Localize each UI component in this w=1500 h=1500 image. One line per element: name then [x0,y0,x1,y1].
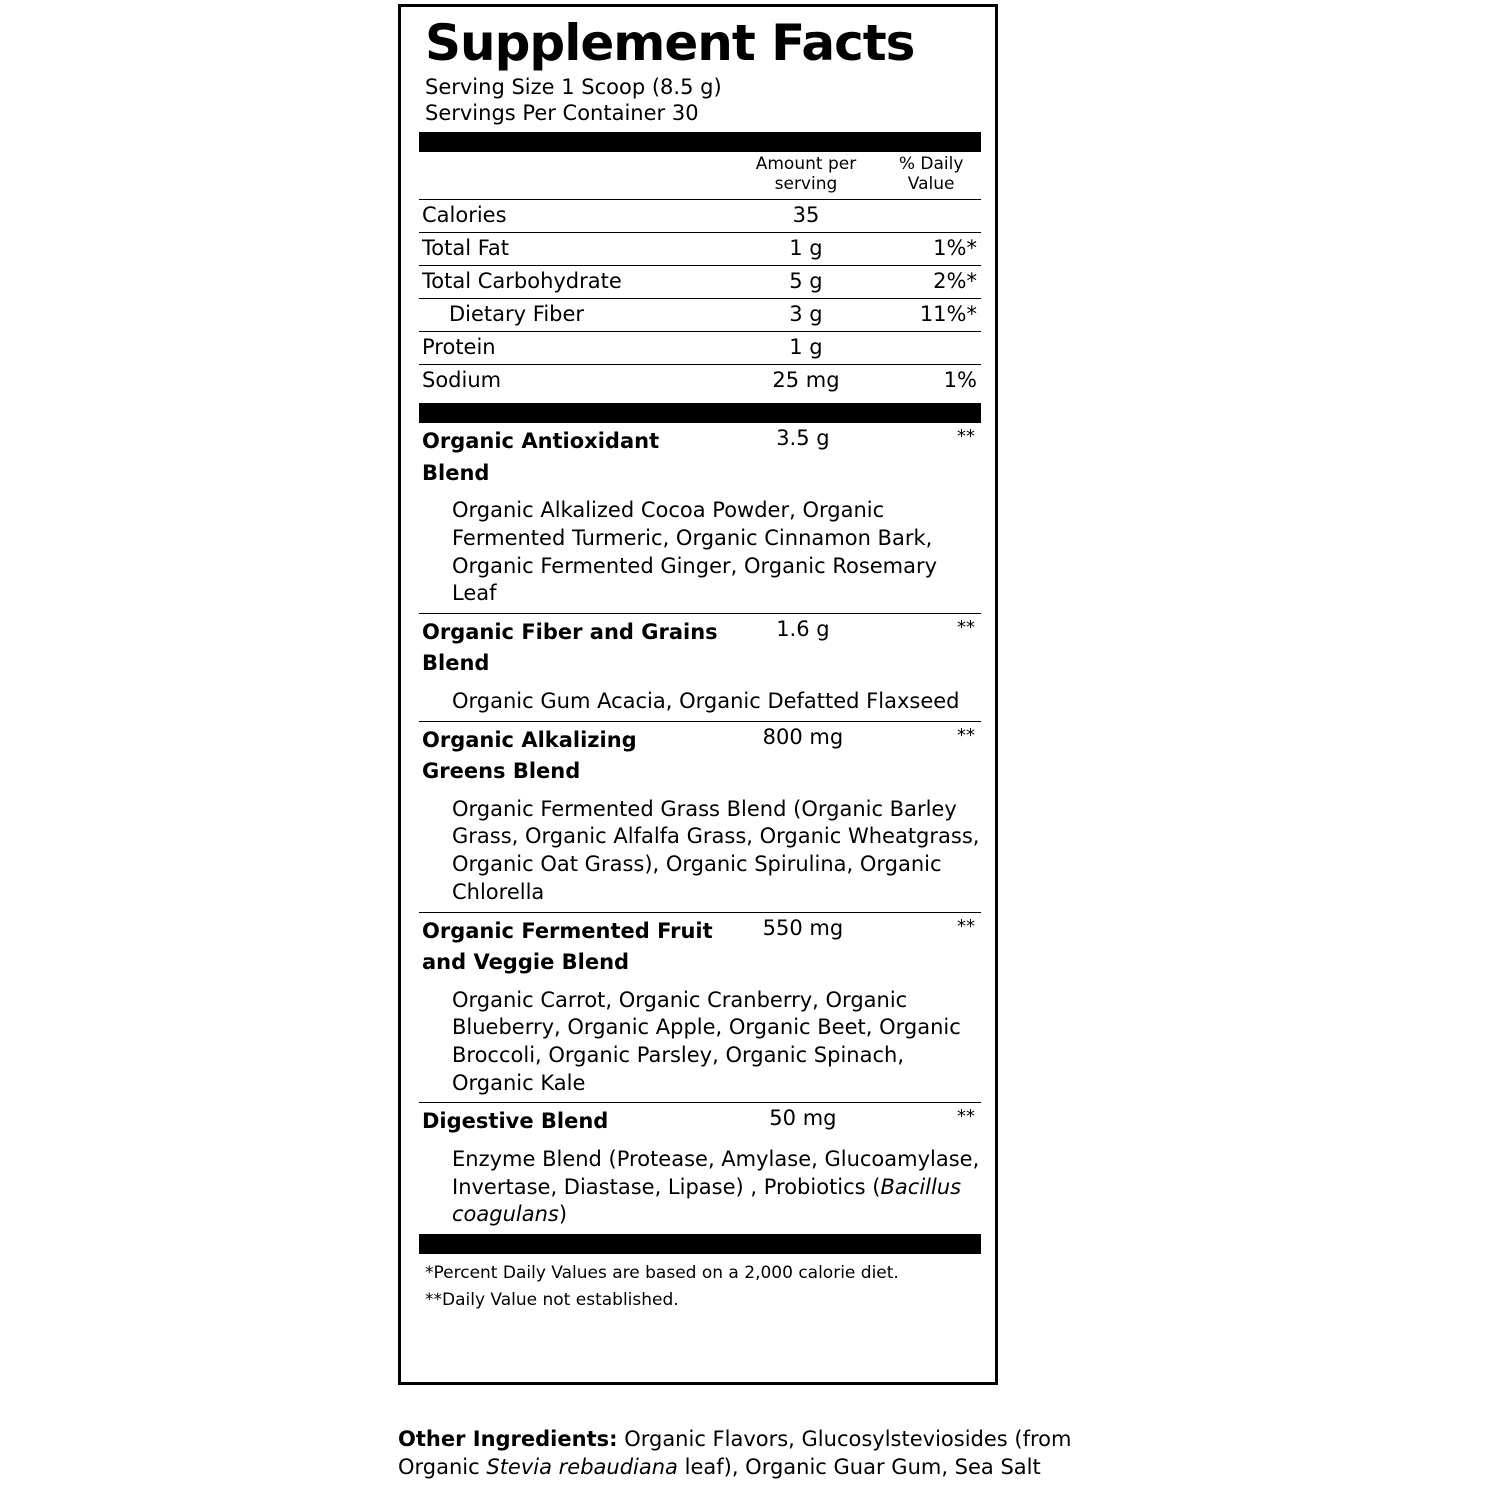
header-rule-thick [419,132,981,152]
nutrient-dv: 1% [943,368,977,393]
other-ingredients-label: Other Ingredients: [398,1427,618,1451]
blend-dv: ** [957,724,975,746]
header-daily-value [881,152,981,200]
blend-description: Organic Alkalized Cocoa Powder, Organic Fermented Turmeric, Organic Cinnamon Bark, Organic Fermented Ginger, Organic Rosemary Leaf [419,494,981,613]
blend-dv: ** [957,915,975,937]
nutrient-name: Dietary Fiber [419,299,731,332]
other-ingredients [398,1425,1098,1482]
blend-row [419,721,981,793]
supplement-facts-inner [419,14,981,1312]
nutrient-name: Sodium [422,368,502,393]
blend-description-digestive [419,1143,981,1234]
footer-rule-thick [419,1234,981,1254]
blend-description: Organic Fermented Grass Blend (Organic Barley Grass, Organic Alfalfa Grass, Organic Wheatgrass, Organic Oat Grass), Organic Spirulina, Organic Chlorella [419,793,981,912]
nutrient-dv: 11%* [881,299,981,332]
other-ingredients-pre: Organic Flavors, Glucosylsteviosides (from Organic [398,1427,1072,1480]
footnote-dv-not-established: **Daily Value not established. [425,1289,679,1310]
nutrient-name: Total Fat [419,233,731,266]
header-amount-per-serving [731,152,882,200]
table-row [419,266,981,299]
supplement-facts-panel [398,4,998,1385]
blend-desc-row [419,494,981,613]
blend-dv: ** [957,616,975,638]
nutrient-amount: 25 mg [772,368,840,393]
nutrient-dv [881,200,981,233]
digestive-desc-pre: Enzyme Blend (Protease, Amylase, Glucoamylase, Invertase, Diastase, Lipase) , Probiotics ( [452,1146,980,1199]
blend-row [419,423,981,494]
blend-amount: 1.6 g [776,616,830,641]
blend-dv: ** [957,426,975,448]
table-header-row [419,152,981,200]
other-ingredients-italic: Stevia rebaudiana [486,1455,678,1480]
blend-name: Organic Fiber and Grains Blend [422,619,718,676]
header-amount-line2: serving [774,173,838,194]
blend-description: Organic Gum Acacia, Organic Defatted Flaxseed [419,685,981,721]
footnote-daily-values: *Percent Daily Values are based on a 2,000 calorie diet. [425,1263,899,1284]
digestive-desc-italic: Bacillus coagulans [452,1174,962,1227]
header-amount-line1: Amount per [755,154,857,174]
blend-desc-row [419,793,981,912]
table-row [419,233,981,266]
nutrient-dv [881,332,981,365]
blend-section-rule-thick [419,403,981,423]
blend-name: Organic Antioxidant Blend [422,429,660,485]
blend-amount: 50 mg [769,1106,837,1131]
blend-row [419,613,981,685]
nutrition-table [419,152,981,397]
table-row [419,200,981,233]
blends-table [419,423,981,1234]
table-row [419,299,981,332]
blend-amount: 550 mg [762,915,844,940]
blend-row [419,1103,981,1143]
nutrient-name: Protein [419,332,731,365]
header-dv-line1: % Daily [898,154,964,174]
blend-description: Organic Carrot, Organic Cranberry, Organic Blueberry, Organic Apple, Organic Beet, Organic Broccoli, Organic Parsley, Organic Spinach, Organic Kale [419,984,981,1103]
blend-row [419,912,981,984]
blend-desc-row [419,685,981,721]
nutrient-dv: 2%* [881,266,981,299]
blend-name: Digestive Blend [422,1109,609,1134]
nutrient-amount: 5 g [731,266,882,299]
other-ingredients-post: leaf), Organic Guar Gum, Sea Salt [677,1455,1041,1480]
header-blank [419,152,731,200]
nutrient-amount: 1 g [731,332,882,365]
blend-name: Organic Fermented Fruit and Veggie Blend [422,918,713,975]
table-row [419,365,981,398]
serving-size-line: Serving Size 1 Scoop (8.5 g) [425,74,722,99]
nutrient-name: Total Carbohydrate [419,266,731,299]
nutrient-amount: 3 g [731,299,882,332]
blend-amount: 3.5 g [776,426,830,451]
digestive-desc-post: ) [558,1202,568,1227]
table-row [419,332,981,365]
header-dv-line2: Value [907,173,955,194]
nutrient-name: Calories [419,200,731,233]
nutrient-amount: 1 g [731,233,882,266]
nutrient-amount: 35 [731,200,882,233]
blend-desc-row [419,984,981,1103]
nutrient-dv: 1%* [881,233,981,266]
blend-dv: ** [957,1106,975,1128]
blend-name: Organic Alkalizing Greens Blend [422,727,637,784]
page-title: Supplement Facts [425,14,915,72]
blend-desc-row [419,1143,981,1234]
servings-per-container-line: Servings Per Container 30 [425,100,699,125]
blend-amount: 800 mg [762,724,844,749]
